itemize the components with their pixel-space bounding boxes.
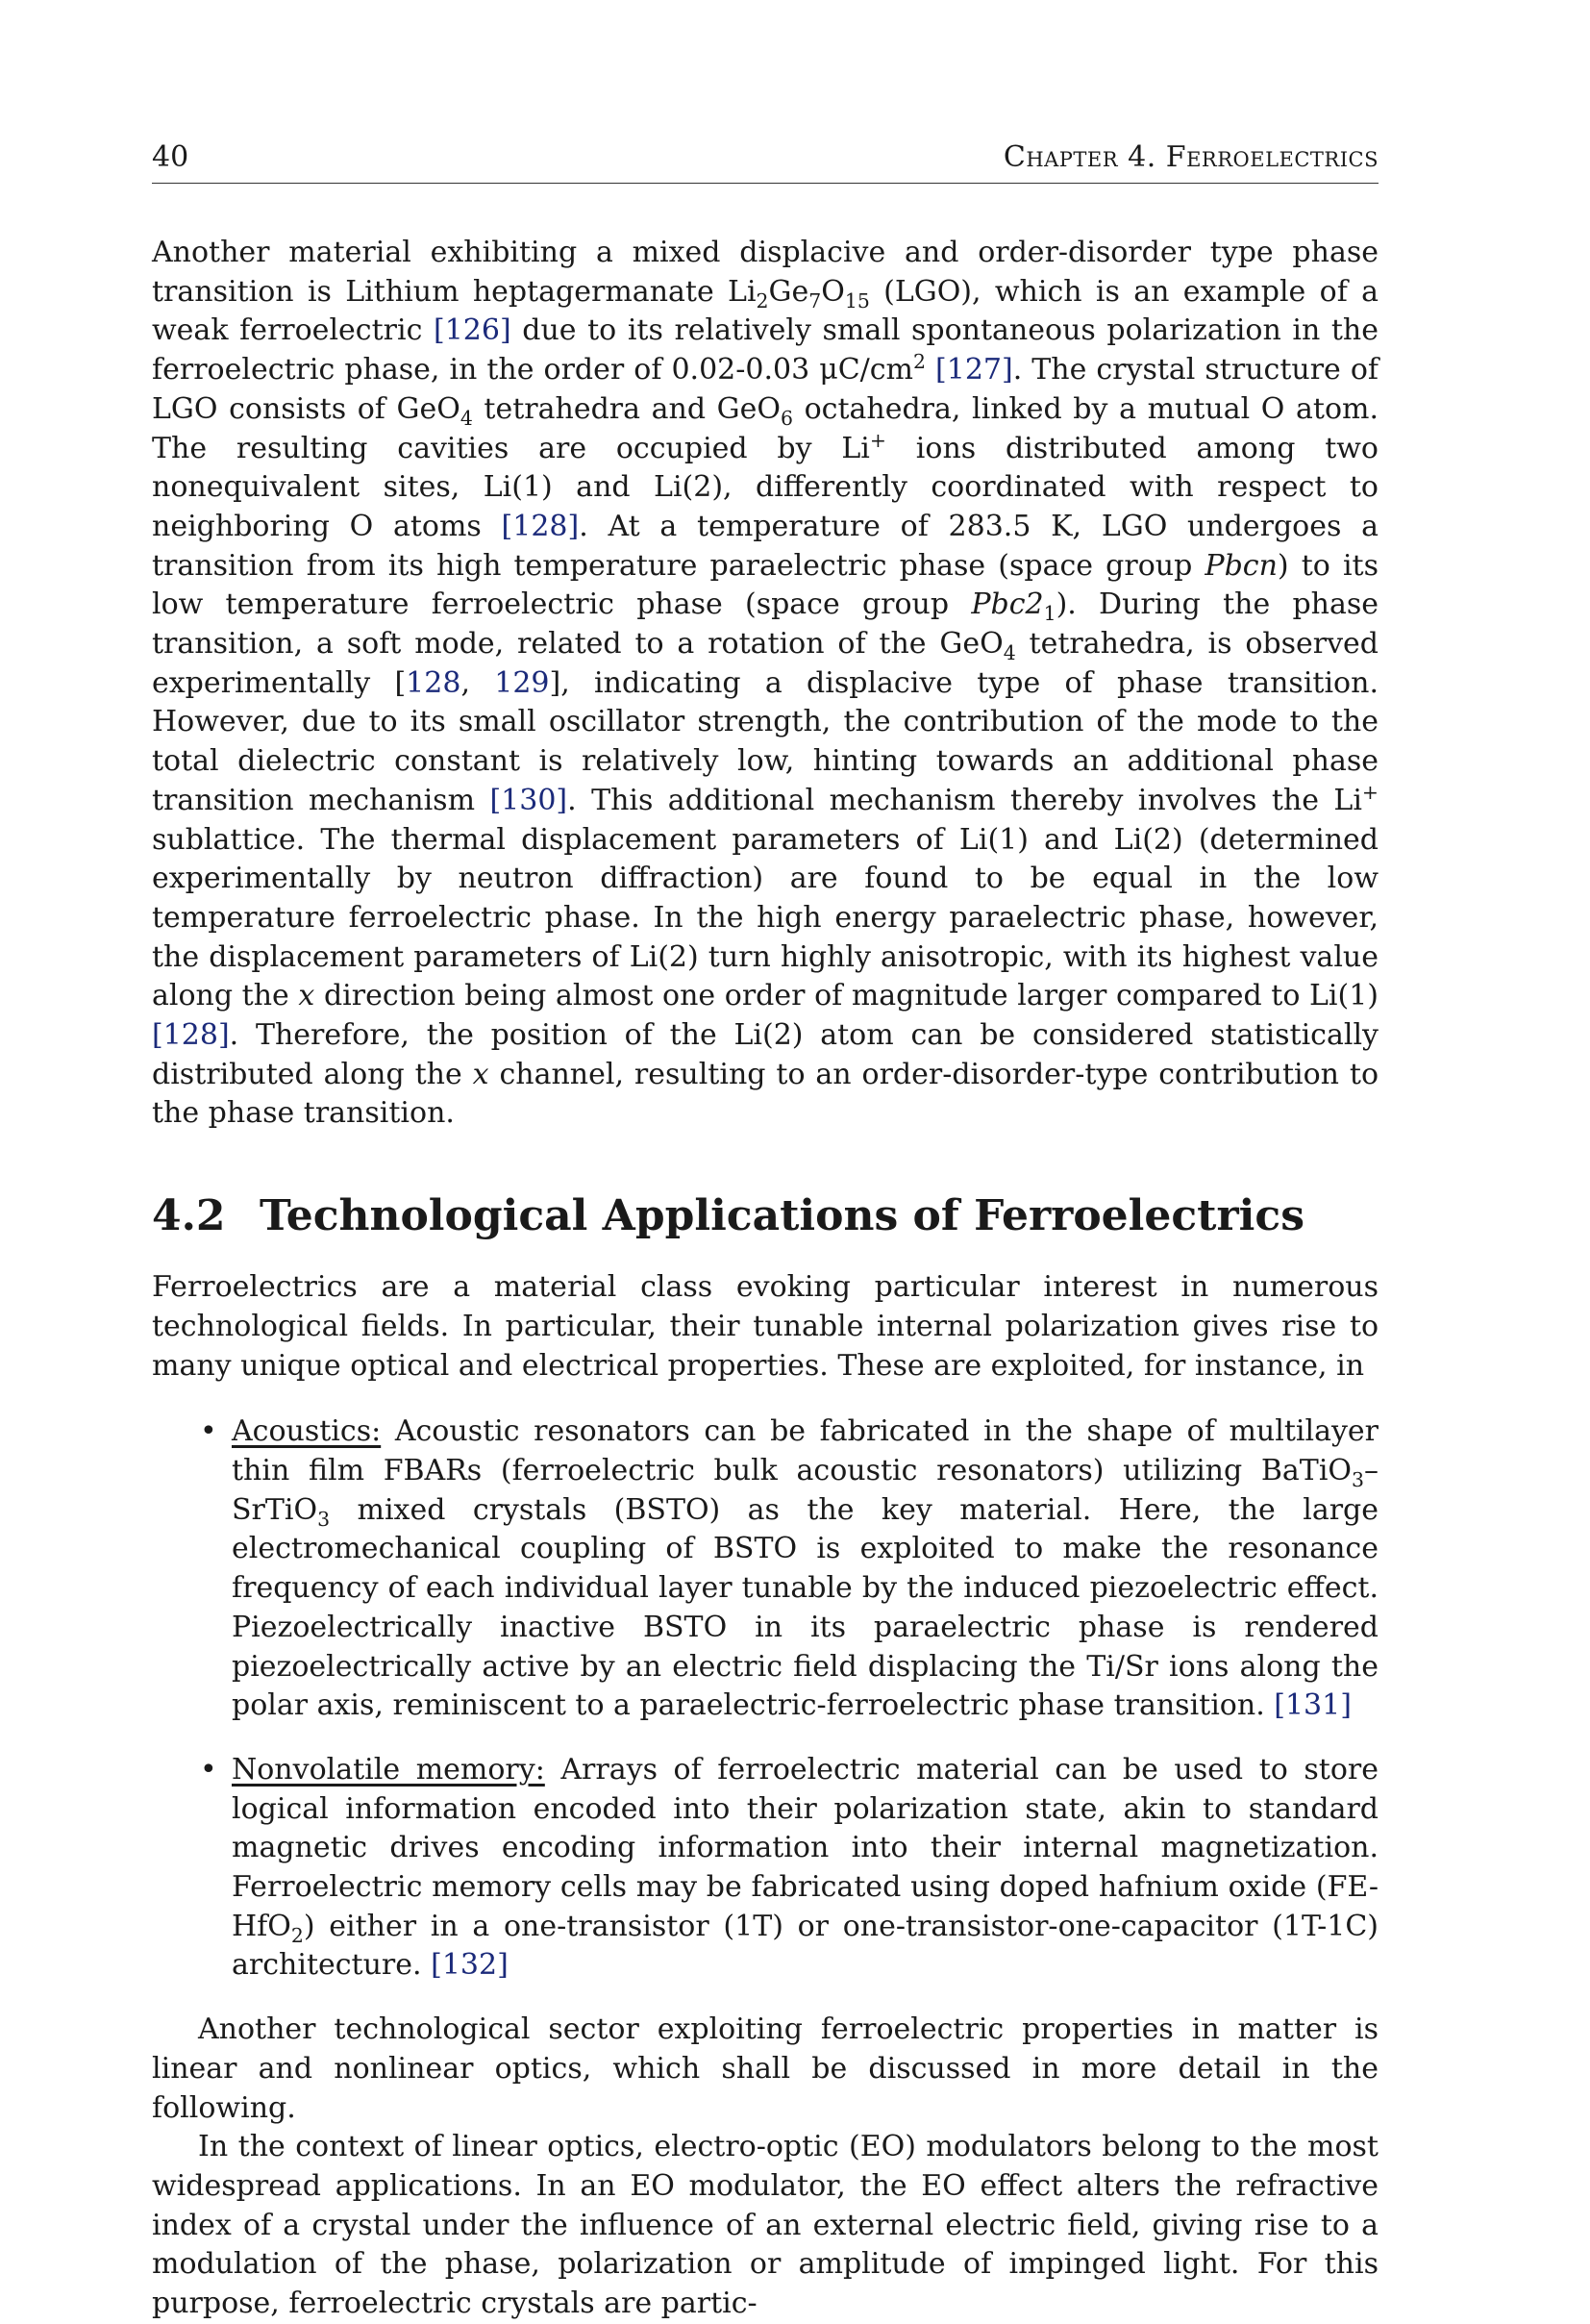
citation-132[interactable]: [132]: [431, 1948, 509, 1983]
running-head: [152, 140, 1379, 184]
citation-128[interactable]: [128]: [501, 509, 580, 543]
list-item-memory: • Nonvolatile memory: Arrays of ferroelectric material can be used to store logical information encoded into their polarization state, akin to standard magnetic drives encoding information into their internal magnetization. Ferroelectric memory cells may be fabricated using doped hafnium oxide (FE-HfO$_2$) either in a one-transistor (1T) or one-transistor-one-capacitor (1T-1C) architecture. [132]: [200, 1752, 1379, 1983]
bullet-icon: •: [200, 1752, 217, 1787]
citation-130[interactable]: [130]: [489, 783, 568, 817]
citation-128b[interactable]: 128: [406, 665, 461, 700]
applications-list: [152, 1412, 1379, 1986]
bullet-icon: •: [200, 1414, 217, 1449]
citation-128c[interactable]: [128]: [152, 1018, 230, 1053]
term-memory: Nonvolatile memory:: [232, 1752, 545, 1787]
citation-129[interactable]: 129: [494, 665, 550, 700]
paragraph-optics: Another technological sector exploiting ferroelectric properties in matter is linear and nonlinear optics, which shall be discussed in more detail in the following.: [152, 2012, 1379, 2125]
section-title: Technological Applications of Ferroelectrics: [260, 1191, 1304, 1241]
chapter-title: Chapter 4. Ferroelectrics: [1003, 140, 1379, 174]
term-acoustics: Acoustics:: [232, 1414, 382, 1449]
paragraph-eo-modulators: In the context of linear optics, electro-optic (EO) modulators belong to the most widespread applications. In an EO modulator, the EO effect alters the refractive index of a crystal under the influence of an external electric field, giving rise to a modulation of the phase, polarization or amplitude of impinged light. For this purpose, ferroelectric crystals are partic-: [152, 2130, 1379, 2321]
citation-127[interactable]: [127]: [935, 353, 1013, 387]
paragraph-intro: Ferroelectrics are a material class evoking particular interest in numerous technological fields. In particular, their tunable internal polarization gives rise to many unique optical and electrical properties. These are exploited, for instance, in: [152, 1270, 1379, 1383]
section-number: 4.2: [152, 1191, 226, 1241]
page-number: 40: [152, 140, 189, 174]
page: [152, 140, 1379, 2324]
paragraph-lgo: Another material exhibiting a mixed displacive and order-disorder type phase transition is Lithium heptagermanate $Li_2Ge_7O_{15}$ (LGO), which is an example of a weak ferroelectric [126] due to its relatively small spontaneous polarization in the ferroelectric phase, in the order of 0.02-0.03 $\mu C/cm^2$ [127]. The crystal structure of LGO consists of GeO$_4$ tetrahedra and GeO$_6$ octahedra, linked by a mutual O atom. The resulting cavities are occupied by Li+ ions distributed among two nonequivalent sites, Li(1) and Li(2), differently coordinated with respect to neighboring O atoms [128]. At a temperature of 283.5 K, LGO undergoes a transition from its high temperature paraelectric phase (space group Pbcn) to its low temperature ferroelectric phase (space group $Pbc2_1$). During the phase transition, a soft mode, related to a rotation of the GeO$_4$ tetrahedra, is observed experimentally [128, 129], indicating a displacive type of phase transition. However, due to its small oscillator strength, the contribution of the mode to the total dielectric constant is relatively low, hinting towards an additional phase transition mechanism [130]. This additional mechanism thereby involves the Li+ sublattice. The thermal displacement parameters of Li(1) and Li(2) (determined experimentally by neutron diffraction) are found to be equal in the low temperature ferroelectric phase. In the high energy paraelectric phase, however, the displacement parameters of Li(2) turn highly anisotropic, with its highest value along the x direction being almost one order of magnitude larger compared to Li(1) [128]. Therefore, the position of the Li(2) atom can be considered statistically distributed along the x channel, resulting to an order-disorder-type contribution to the phase transition.: [152, 236, 1379, 1131]
list-item-acoustics: • Acoustics: Acoustic resonators can be fabricated in the shape of multilayer thin film FBARs (ferroelectric bulk acoustic resonators) utilizing BaTiO$_3$–SrTiO$_3$ mixed crystals (BSTO) as the key material. Here, the large electromechanical coupling of BSTO is exploited to make the resonance frequency of each individual layer tunable by the induced piezoelectric effect. Piezoelectrically inactive BSTO in its paraelectric phase is rendered piezoelectrically active by an electric field displacing the Ti/Sr ions along the polar axis, reminiscent to a paraelectric-ferroelectric phase transition. [131]: [200, 1414, 1379, 1723]
section-heading: [152, 1189, 1379, 1243]
citation-126[interactable]: [126]: [433, 313, 511, 348]
citation-131[interactable]: [131]: [1274, 1688, 1352, 1723]
